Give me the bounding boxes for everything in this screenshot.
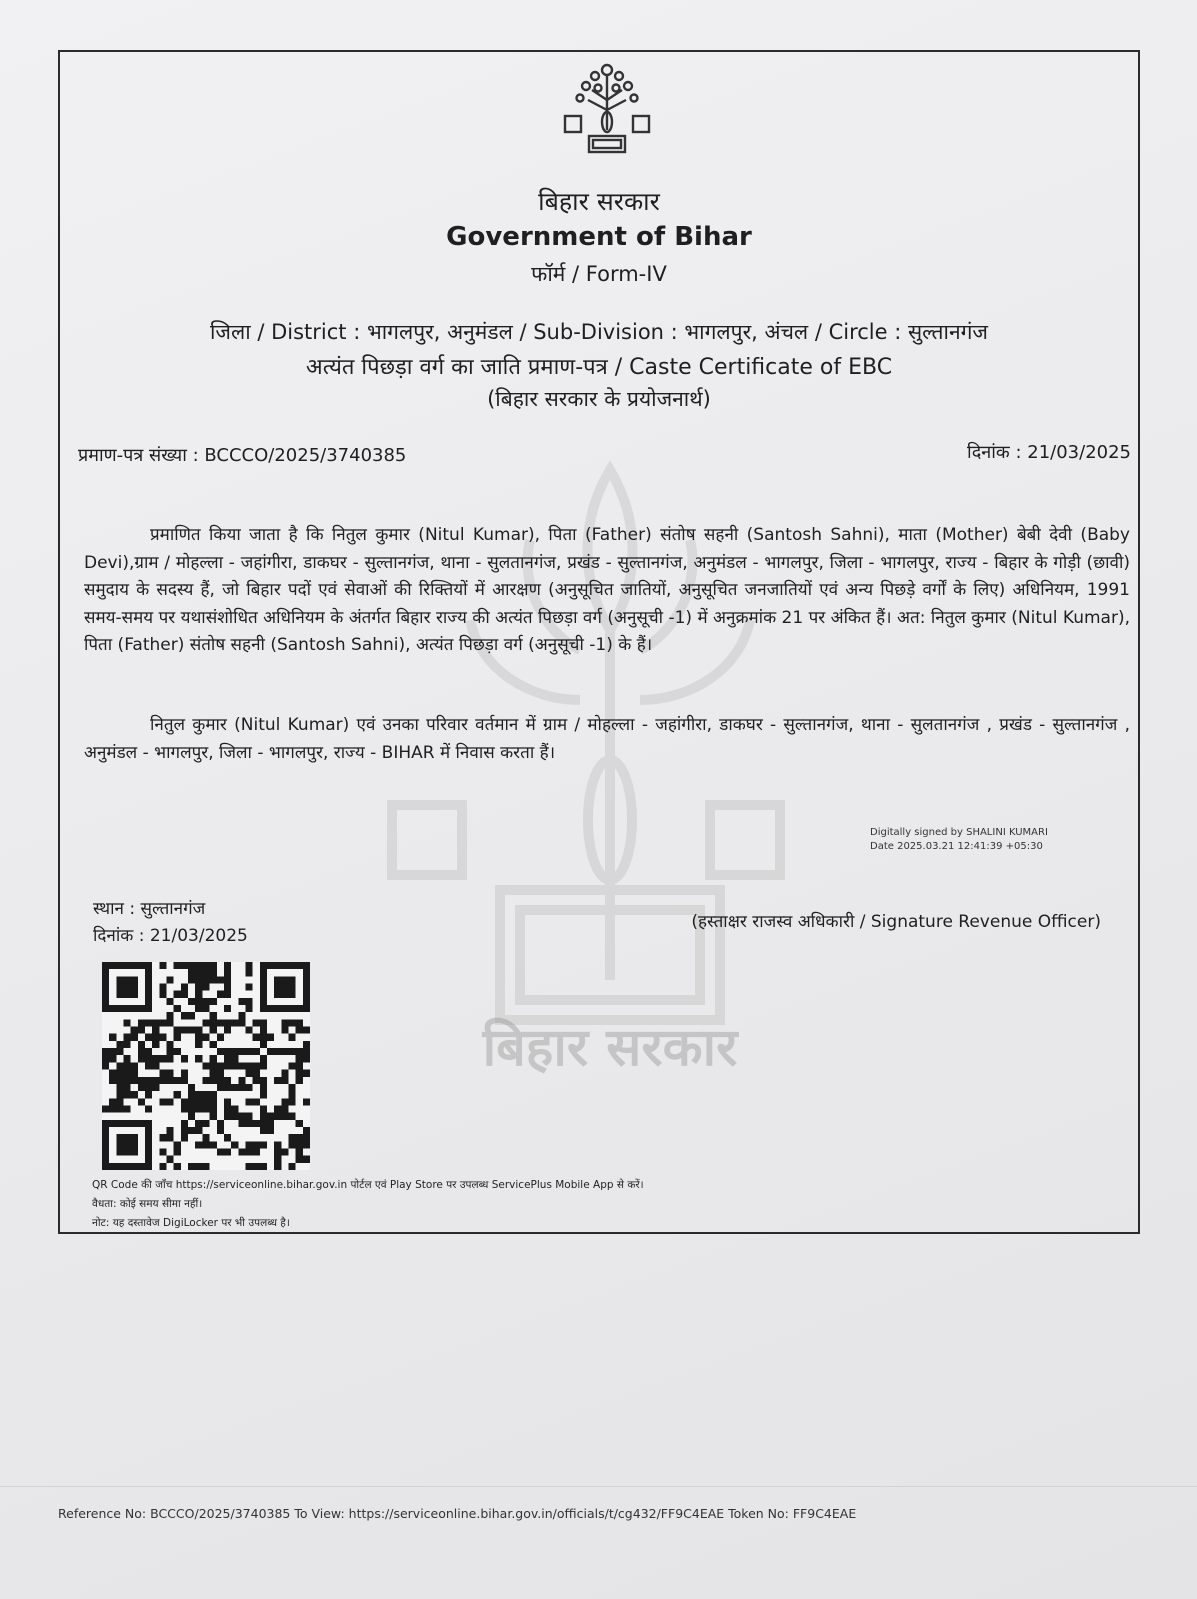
certificate-number: प्रमाण-पत्र संख्या : BCCCO/2025/3740385 xyxy=(78,445,407,466)
certificate-body-paragraph-2: नितुल कुमार (Nitul Kumar) एवं उनका परिवार वर्तमान में ग्राम / मोहल्ला - जहांगीरा, डाकघर - सुल्तानगंज, थाना - सुलतानगंज , प्रखंड - सुल्तानगंज , अनुमंडल - भागलपुर, जिला - भागलपुर, राज्य - BIHAR में निवास करता हैं। xyxy=(84,715,1130,763)
page-fold-line xyxy=(0,1486,1197,1487)
digilocker-note: नोट: यह दस्तावेज DigiLocker पर भी उपलब्ध है। xyxy=(92,1217,290,1229)
government-title-english: Government of Bihar xyxy=(446,222,752,252)
digital-signature-signer: Digitally signed by SHALINI KUMARI xyxy=(870,827,1048,838)
signature-label: (हस्ताक्षर राजस्व अधिकारी / Signature Revenue Officer) xyxy=(691,912,1101,932)
bihar-emblem-logo xyxy=(562,60,652,156)
verification-qr-code[interactable] xyxy=(102,962,310,1170)
digital-signature-block xyxy=(870,826,1048,854)
certificate-body-paragraph-1: प्रमाणित किया जाता है कि नितुल कुमार (Nitul Kumar), पिता (Father) संतोष सहनी (Santosh Sahni), माता (Mother) बेबी देवी (Baby Devi),ग्राम / मोहल्ला - जहांगीरा, डाकघर - सुल्तानगंज, थाना - सुलतानगंज, प्रखंड - सुल्तानगंज, अनुमंडल - भागलपुर, जिला - भागलपुर, राज्य - बिहार के गोड़ी (छावी) समुदाय के सदस्य हैं, जो बिहार पदों एवं सेवाओं की रिक्तियों में आरक्षण (अनुसूचित जातियों, अनुसूचित जनजातियों एवं अन्य पिछड़े वर्गों के लिए) अधिनियम, 1991 समय-समय पर यथासंशोधित अधिनियम के अंतर्गत बिहार राज्य की अत्यंत पिछड़ा वर्ग (अनुसूची -1) में अनुक्रमांक 21 पर अंकित हैं। अत: नितुल कुमार (Nitul Kumar), पिता (Father) संतोष सहनी (Santosh Sahni), अत्यंत पिछड़ा वर्ग (अनुसूची -1) के हैं। xyxy=(84,525,1130,655)
watermark-text: बिहार सरकार xyxy=(482,1018,738,1078)
issue-place: स्थान : सुल्तानगंज xyxy=(93,899,206,919)
qr-verification-note: QR Code की जाँच https://serviceonline.bihar.gov.in पोर्टल एवं Play Store पर उपलब्ध ServicePlus Mobile App से करें। xyxy=(92,1179,644,1191)
certificate-date: दिनांक : 21/03/2025 xyxy=(967,442,1131,463)
issue-date: दिनांक : 21/03/2025 xyxy=(93,926,248,946)
certificate-notes xyxy=(92,1176,644,1233)
district-line: जिला / District : भागलपुर, अनुमंडल / Sub-Division : भागलपुर, अंचल / Circle : सुल्तानगंज xyxy=(209,320,989,344)
digital-signature-date: Date 2025.03.21 12:41:39 +05:30 xyxy=(870,841,1043,852)
form-number: फॉर्म / Form-IV xyxy=(531,262,667,286)
reference-line: Reference No: BCCCO/2025/3740385 To View: https://serviceonline.bihar.gov.in/officials/t/cg432/FF9C4EAE Token No: FF9C4EAE xyxy=(58,1506,857,1521)
government-title-hindi: बिहार सरकार xyxy=(538,187,660,216)
validity-note: वैधता: कोई समय सीमा नहीं। xyxy=(92,1198,203,1210)
certificate-title: अत्यंत पिछड़ा वर्ग का जाति प्रमाण-पत्र / Caste Certificate of EBC xyxy=(305,355,893,380)
certificate-purpose: (बिहार सरकार के प्रयोजनार्थ) xyxy=(487,387,711,411)
